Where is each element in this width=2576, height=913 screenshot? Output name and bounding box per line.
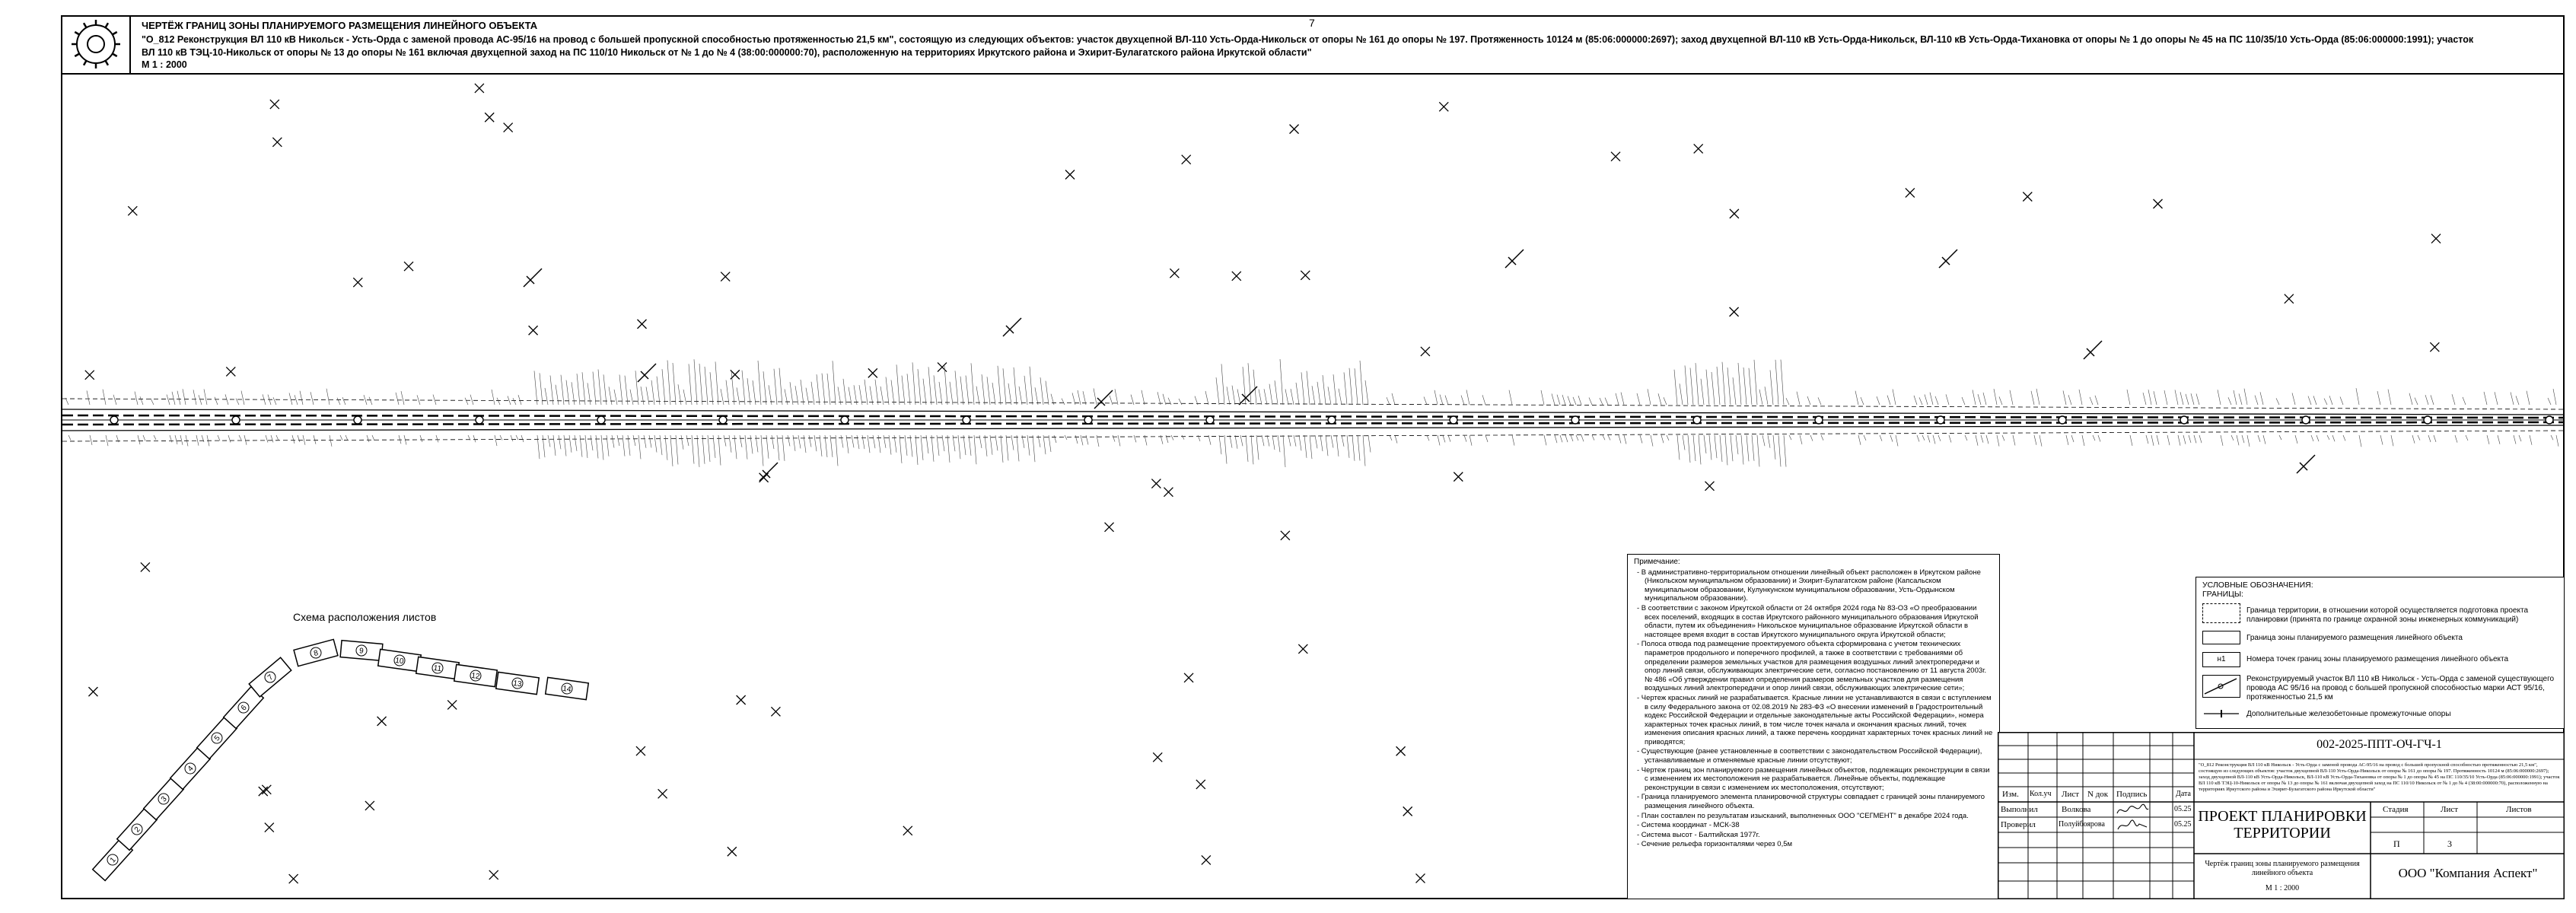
scheme-sheet-number: 6	[239, 703, 249, 713]
scheme-sheet-number: 11	[432, 663, 442, 674]
stamp-header-list: Лист	[2062, 790, 2080, 799]
stamp-role-executed: Выполнил	[2001, 805, 2038, 814]
legend-item-additional-poles: Дополнительные железобетонные промежуточные опоры	[2246, 710, 2451, 718]
stamp-header-signature: Подпись	[2116, 790, 2148, 799]
drawing-name: Чертёж границ зоны планируемого размещения линейного объекта	[2205, 860, 2360, 877]
company-logo	[62, 17, 131, 73]
object-description: "О_812 Реконструкция ВЛ 110 кВ Никольск - Усть-Орда с заменой провода АС-95/16 на провод с большей пропускной способностью протяженностью 21,5 км", состоящую из следующих объектов: участок двухцепной ВЛ-110 Усть-Орда-Никольск от опоры № 161 до опоры № 197. Протяженность 10124 м (85:06:000000:2697); заход двухцепной ВЛ-110 кВ Усть-Орда-Никольск, ВЛ-110 кВ Усть-Орда-Тихановка от опоры № 1 до опоры № 45 на ПС 110/35/10 Усть-Орда (85:06:000000:1991); участок ВЛ 110 кВ ТЭЦ-10-Никольск от опоры № 13 до опоры № 161 включая двухцепной заход на ПС 110/10 Никольск от № 1 до № 4 (38:00:000000:70), расположенную на территориях Иркутского района и Эхирит-Булагатского района Иркутской области"	[142, 34, 2474, 58]
stamp-header-kol: Кол.уч	[2030, 790, 2052, 798]
drawing-code: 002-2025-ППТ-ОЧ-ГЧ-1	[2316, 738, 2442, 751]
sheets-header: Листов	[2506, 805, 2532, 814]
scheme-sheet-number: 4	[186, 764, 196, 774]
page-number: 7	[1309, 17, 1315, 29]
drawing-title: ЧЕРТЁЖ ГРАНИЦ ЗОНЫ ПЛАНИРУЕМОГО РАЗМЕЩЕНИЯ ЛИНЕЙНОГО ОБЪЕКТА	[142, 20, 538, 31]
legend-subtitle: ГРАНИЦЫ:	[2202, 590, 2244, 599]
drawing-scale: М 1 : 2000	[142, 59, 187, 70]
scheme-sheet-number: 9	[358, 647, 365, 656]
legend-panel	[2195, 577, 2565, 729]
notes-title: Примечание:	[1634, 558, 1680, 566]
note-item: - Чертеж границ зон планируемого размещения линейных объектов, подлежащих реконструкции в связи с изменением их местоположения не разрабатывается. Линейные объекты, подлежащие реконструкции в связи с изменением их местоположения, отсутствуют;	[1637, 765, 1990, 792]
legend-symbol-zone-boundary	[2202, 631, 2240, 644]
stage-value: П	[2393, 838, 2400, 849]
legend-symbol-point-number	[2202, 652, 2240, 667]
scheme-label: Схема расположения листов	[293, 611, 437, 623]
stamp-date-checked: 05.25	[2174, 820, 2192, 829]
scheme-sheet-number: 8	[313, 648, 320, 658]
stamp-header-ndok: N док	[2087, 790, 2109, 799]
stamp-date-executed: 05.25	[2174, 805, 2192, 813]
signature-checked	[2115, 818, 2150, 833]
scheme-sheet-number: 2	[132, 825, 142, 835]
legend-item-planning-boundary: Граница территории, в отношении которой осуществляется подготовка проекта планировки (принята по границе охранной зоны инженерных коммуникаций)	[2246, 606, 2529, 624]
scheme-sheet-number: 7	[266, 673, 275, 682]
scheme-sheet-number: 3	[159, 794, 169, 804]
scheme-sheet-number: 14	[562, 684, 572, 695]
notes-panel	[1627, 554, 2000, 899]
stamp-name-executed: Волкова	[2062, 805, 2091, 814]
legend-symbol-planning-boundary	[2202, 603, 2240, 623]
project-title: ПРОЕКТ ПЛАНИРОВКИ ТЕРРИТОРИИ	[2198, 808, 2367, 841]
stamp-scale: М 1 : 2000	[2265, 884, 2300, 892]
stage-header: Стадия	[2383, 805, 2409, 814]
note-item: - В соответствии с законом Иркутской области от 24 октября 2024 года № 83-ОЗ «О преобразовании всех поселений, входящих в состав Иркутского районного муниципального образования Иркутской области, путем их объединения» Никольское муниципальное образование Иркутской области в настоящее время входит в состав Иркутского муниципального округа Иркутской области;	[1637, 603, 1979, 639]
legend-item-power-line: Реконструируемый участок ВЛ 110 кВ Никольск - Усть-Орда с заменой существующего провода АС 95/16 на провод с большей пропускной способностью марки АСТ 95/16, протяженностью 21,5 км	[2246, 675, 2555, 701]
note-item: - Полоса отвода под размещение проектируемого объекта сформирована с учетом технических параметров продольного и поперечного профилей, а также в соответствии с требованиями об определении размеров земельных участков для размещения воздушных линий электропередачи и опор линий связи, обслуживающих электрические сети, согласно постановлению от 11 августа 2003г. № 486 «Об утверждении правил определения размеров земельных участков для размещения воздушных линий электропередачи и опор линий связи, обслуживающих электрические сети»;	[1637, 640, 1987, 693]
stamp-header-izm: Изм.	[2002, 790, 2019, 799]
scheme-sheet-number: 10	[394, 656, 405, 666]
note-item: - Сечение рельефа горизонталями через 0,5м	[1637, 840, 1793, 849]
scheme-sheet-number: 13	[512, 679, 523, 689]
note-item: - Чертеж красных линий не разрабатывается. Красные линии не устанавливаются в связи с вступлением в силу Федерального закона от 02.08.2019 № 283-ФЗ «О внесении изменений в Градостроительный кодекс Российской Федерации и отдельные законодательные акты Российской Федерации», номера характерных точек красных линий, в том числе точек начала и окончания красных линий, точек изменения описания красных линий, а также перечень координат характерных точек красных линий не приводятся;	[1637, 693, 1993, 746]
signature-executed	[2115, 803, 2150, 818]
legend-item-zone-boundary: Граница зоны планируемого размещения линейного объекта	[2246, 634, 2463, 642]
note-item: - Существующие (ранее установленные в соответствии с законодательством Российской Федерации), устанавливаемые и отменяемые красные линии отсутствуют;	[1637, 747, 1982, 765]
note-item: - В административно-территориальном отношении линейный объект расположен в Иркутском районе (Никольском муниципальном образовании) и Эхирит-Булагатском районе (Капсальском муниципальном образовании, Кулункунском муниципальном образовании, Усть-Ордынском муниципальном образовании).	[1637, 568, 1981, 603]
scheme-sheet-number: 5	[212, 733, 222, 743]
legend-item-point-numbers: Номера точек границ зоны планируемого размещения линейного объекта	[2246, 655, 2509, 663]
sheet-value: 3	[2447, 838, 2452, 849]
stamp-header-date: Дата	[2176, 790, 2191, 798]
legend-symbol-power-line	[2202, 675, 2240, 698]
legend-symbol-additional-poles	[2202, 708, 2240, 719]
stamp-name-checked: Полуйбоярова	[2059, 820, 2105, 829]
legend-title: УСЛОВНЫЕ ОБОЗНАЧЕНИЯ:	[2202, 581, 2313, 590]
note-item: - Граница планируемого элемента планировочной структуры совпадает с границей зоны планируемого размещения линейного объекта.	[1637, 793, 1985, 811]
notes-list	[1634, 568, 1993, 849]
note-item: - План составлен по результатам изысканий, выполненных ООО "СЕГМЕНТ" в декабре 2024 года.	[1637, 811, 1969, 820]
point-number-symbol: н1	[2217, 655, 2226, 663]
scheme-sheet-number: 1	[108, 855, 118, 865]
title-block	[1998, 732, 2565, 899]
note-item: - Система координат - МСК-38	[1637, 821, 1740, 830]
stamp-role-checked: Проверил	[2001, 820, 2036, 829]
note-item: - Система высот - Балтийская 1977г.	[1637, 830, 1760, 839]
scheme-sheet-number: 12	[470, 671, 481, 682]
stamp-object-description: "О_812 Реконструкция ВЛ 110 кВ Никольск - Усть-Орда с заменой провода АС-95/16 на провод с большей пропускной способностью протяженностью 21,5 км", состоящую из следующих объектов: участок двухцепной ВЛ-110 Усть-Орда-Никольск от опоры № 161 до опоры № 197. Протяженность 10124 м (85:06:000000:2697); заход двухцепной ВЛ-110 кВ Усть-Орда-Никольск, ВЛ-110 кВ Усть-Орда-Тихановка от опоры № 1 до опоры № 45 на ПС 110/35/10 Усть-Орда (85:06:000000:1991); участок ВЛ 110 кВ ТЭЦ-10-Никольск от опоры № 13 до опоры № 161 включая двухцепной заход на ПС 110/10 Никольск от № 1 до № 4 (38:00:000000:70), расположенную на территориях Иркутского района и Эхирит-Булагатского района Иркутской области"	[2199, 762, 2560, 792]
company-name: ООО "Компания Аспект"	[2398, 866, 2538, 880]
sheet-header: Лист	[2441, 805, 2459, 814]
